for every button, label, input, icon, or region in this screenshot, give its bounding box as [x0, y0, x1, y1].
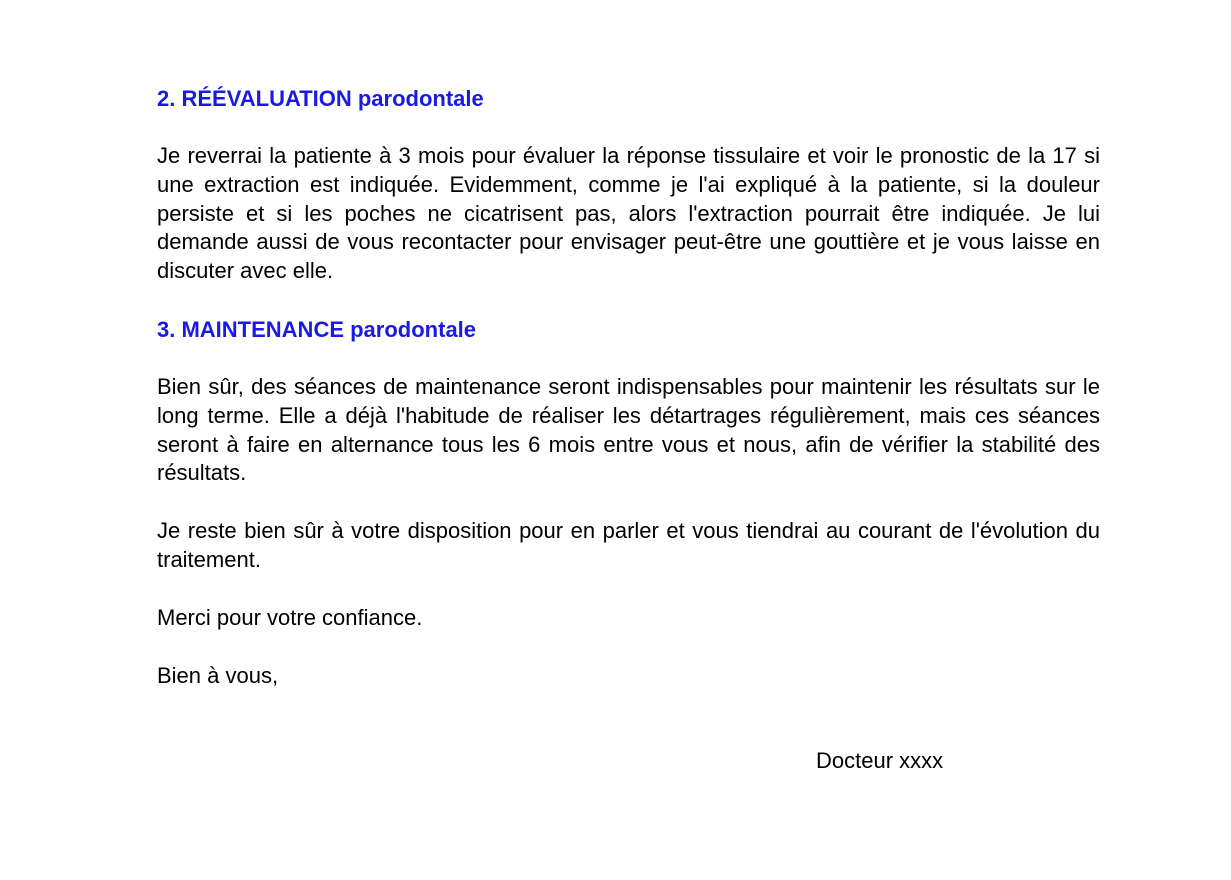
section-paragraph-reevaluation: Je reverrai la patiente à 3 mois pour évaluer la réponse tissulaire et voir le pronostic de la 17 si une extraction est indiquée. Evidemment, comme je l'ai expliqué à la patiente, si la douleur persiste et si les poches ne cicatrisent pas, alors l'extraction pourrait être indiquée. Je lui demande aussi de vous recontacter pour envisager peut-être une gouttière et je vous laisse en discuter avec elle. [157, 143, 1100, 284]
salutation-line: Bien à vous, [157, 662, 279, 688]
thanks-line: Merci pour votre confiance. [157, 604, 423, 630]
section-paragraph-maintenance: Bien sûr, des séances de maintenance seront indispensables pour maintenir les résultats sur le long terme. Elle a déjà l'habitude de réaliser les détartrages régulièrement, mais ces séances seront à faire en alternance tous les 6 mois entre vous et nous, afin de vérifier la stabilité des résultats. [157, 373, 1100, 486]
letter-body [157, 84, 1100, 690]
availability-paragraph: Je reste bien sûr à votre disposition pour en parler et vous tiendrai au courant de l'évolution du traitement. [157, 518, 1100, 572]
section-heading-reevaluation: 2. RÉÉVALUATION parodontale [157, 86, 484, 111]
signature-line: Docteur xxxx [816, 748, 944, 773]
section-heading-maintenance: 3. MAINTENANCE parodontale [157, 316, 477, 342]
